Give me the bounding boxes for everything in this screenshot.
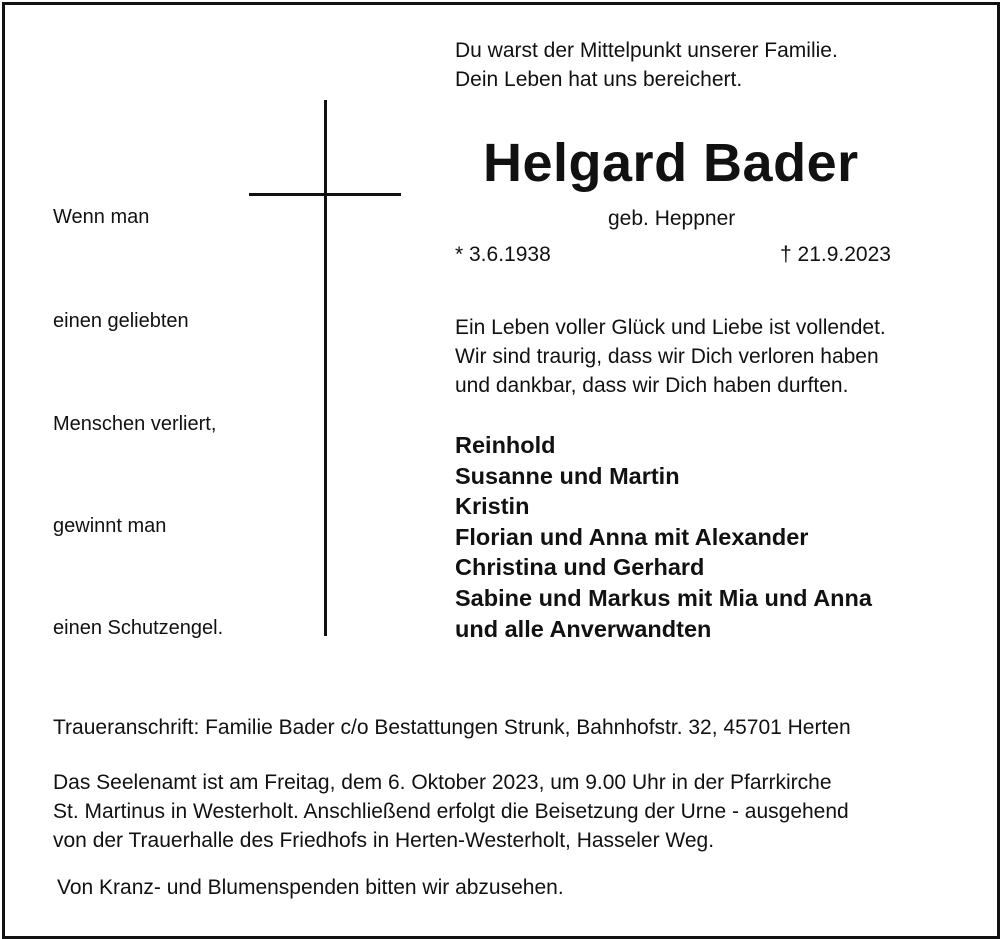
motto: [455, 36, 838, 94]
poem-line: einen geliebten: [53, 310, 189, 332]
mourner: Florian und Anna mit Alexander: [455, 523, 809, 550]
deceased-name: Helgard Bader: [483, 133, 859, 193]
cross-icon-bar: [249, 193, 401, 196]
mourner: Reinhold: [455, 432, 556, 458]
intro-line: Wir sind traurig, dass wir Dich verloren haben: [455, 345, 879, 368]
mourner: Kristin: [455, 493, 530, 520]
maiden-name: geb. Heppner: [608, 207, 736, 230]
intro-line: und dankbar, dass wir Dich haben durften.: [455, 374, 849, 397]
motto-line: Du warst der Mittelpunkt unserer Familie.: [455, 39, 838, 62]
poem-line: gewinnt man: [53, 515, 167, 537]
service-line: St. Martinus in Westerholt. Anschließend erfolgt die Beisetzung der Urne - ausgehend: [53, 800, 849, 823]
death-date: † 21.9.2023: [780, 243, 891, 266]
mourners-list: [455, 430, 872, 644]
poem-line: Wenn man: [53, 206, 150, 228]
mourner: und alle Anverwandten: [455, 615, 712, 642]
poem-line: einen Schutzengel.: [53, 617, 224, 639]
service-line: Das Seelenamt ist am Freitag, dem 6. Oktober 2023, um 9.00 Uhr in der Pfarrkirche: [53, 771, 832, 794]
mourning-address: Traueranschrift: Familie Bader c/o Bestattungen Strunk, Bahnhofstr. 32, 45701 Herten: [53, 716, 851, 739]
poem-line: Menschen verliert,: [53, 413, 217, 435]
service-info: [53, 768, 849, 855]
mourner: Sabine und Markus mit Mia und Anna: [455, 584, 872, 611]
intro-line: Ein Leben voller Glück und Liebe ist vollendet.: [455, 316, 886, 339]
mourner: Susanne und Martin: [455, 462, 680, 489]
intro-text: [455, 313, 886, 400]
motto-line: Dein Leben hat uns bereichert.: [455, 68, 743, 91]
flowers-note: Von Kranz- und Blumenspenden bitten wir abzusehen.: [57, 876, 564, 899]
cross-icon: [324, 100, 327, 636]
service-line: von der Trauerhalle des Friedhofs in Herten-Westerholt, Hasseler Weg.: [53, 829, 715, 852]
birth-date: * 3.6.1938: [455, 243, 551, 266]
mourner: Christina und Gerhard: [455, 554, 705, 581]
